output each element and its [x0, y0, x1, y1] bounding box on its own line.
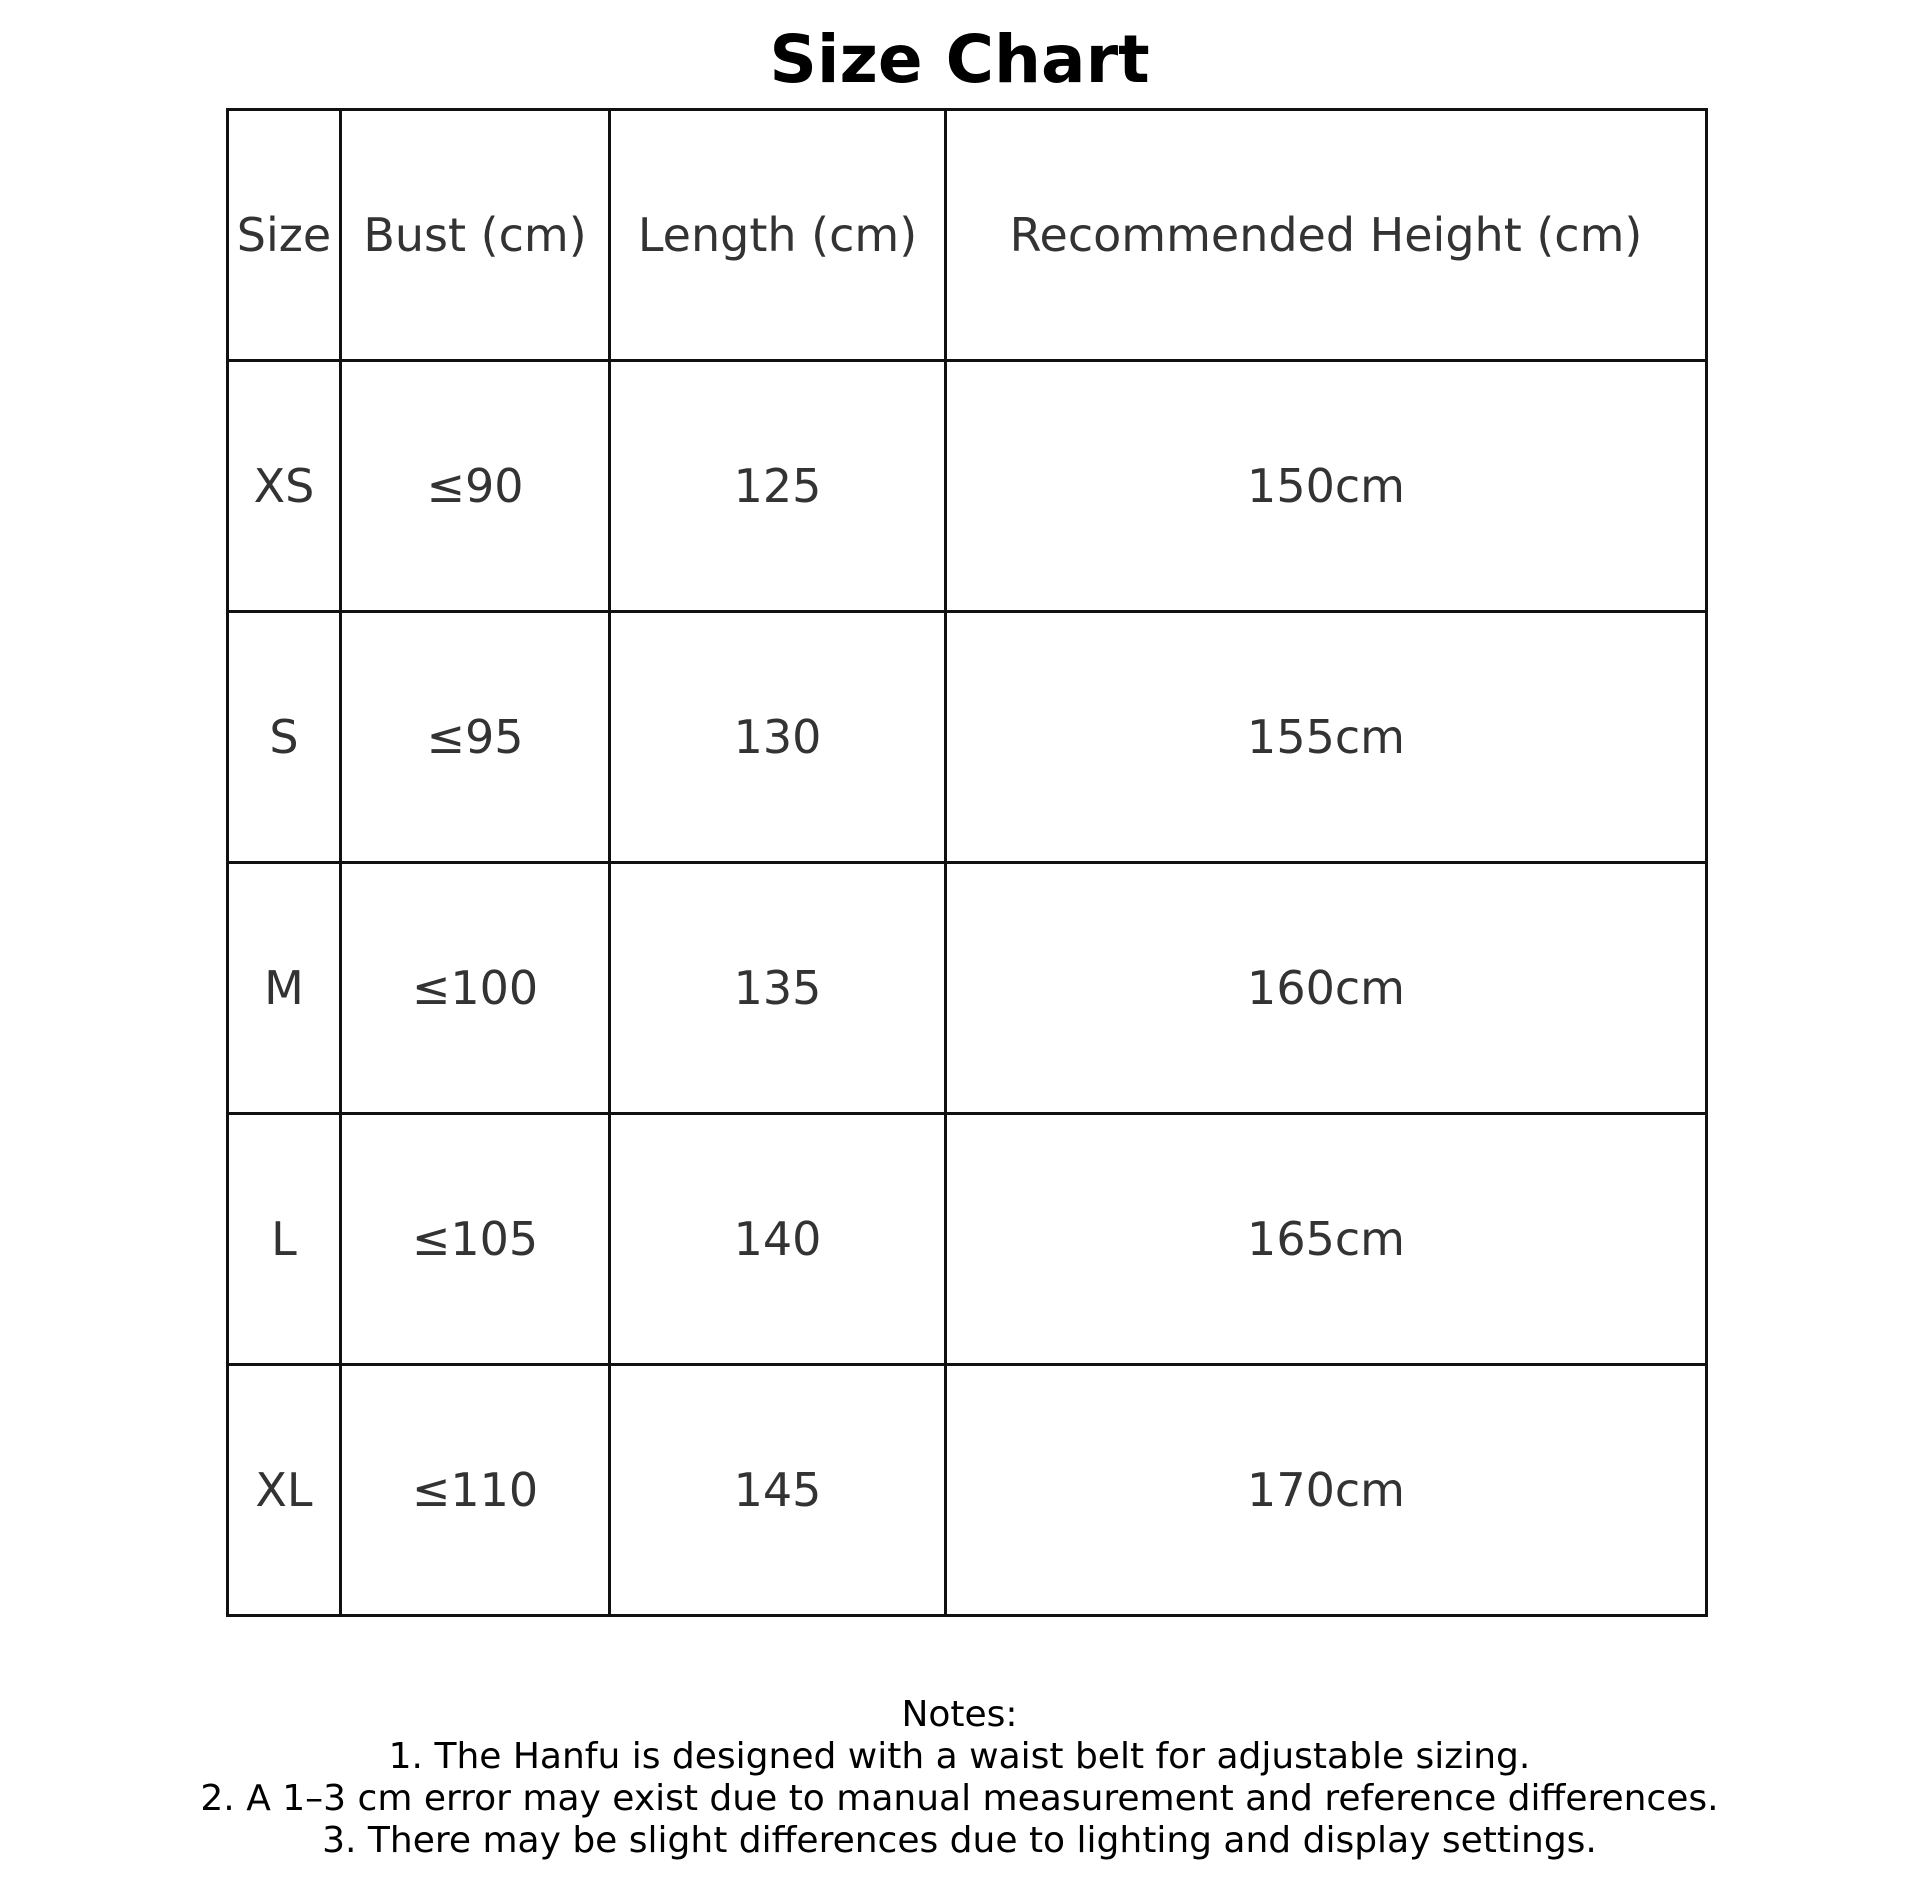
cell-bust: ≤110	[341, 1365, 610, 1616]
cell-size: XS	[228, 361, 341, 612]
notes-section	[0, 1694, 1919, 1862]
header-size: Size	[228, 110, 341, 361]
table-row	[228, 612, 1707, 863]
cell-length: 135	[610, 863, 946, 1114]
table-row	[228, 361, 1707, 612]
cell-length: 145	[610, 1365, 946, 1616]
cell-recommended-height: 165cm	[946, 1114, 1707, 1365]
cell-size: L	[228, 1114, 341, 1365]
cell-recommended-height: 150cm	[946, 361, 1707, 612]
note-item: 1. The Hanfu is designed with a waist belt for adjustable sizing.	[388, 1736, 1531, 1777]
table-row	[228, 1365, 1707, 1616]
cell-length: 130	[610, 612, 946, 863]
table-row	[228, 1114, 1707, 1365]
header-length: Length (cm)	[610, 110, 946, 361]
cell-recommended-height: 155cm	[946, 612, 1707, 863]
cell-bust: ≤90	[341, 361, 610, 612]
note-item: 3. There may be slight differences due to lighting and display settings.	[322, 1820, 1597, 1861]
cell-recommended-height: 160cm	[946, 863, 1707, 1114]
cell-length: 140	[610, 1114, 946, 1365]
header-recommended-height: Recommended Height (cm)	[946, 110, 1707, 361]
notes-heading: Notes:	[901, 1694, 1018, 1735]
page-title: Size Chart	[769, 21, 1150, 98]
cell-size: S	[228, 612, 341, 863]
table-header-row	[228, 110, 1707, 361]
cell-size: XL	[228, 1365, 341, 1616]
cell-bust: ≤100	[341, 863, 610, 1114]
size-chart-table	[226, 108, 1708, 1617]
header-bust: Bust (cm)	[341, 110, 610, 361]
note-item: 2. A 1–3 cm error may exist due to manual measurement and reference differences.	[200, 1778, 1719, 1819]
table-row	[228, 863, 1707, 1114]
cell-bust: ≤105	[341, 1114, 610, 1365]
cell-length: 125	[610, 361, 946, 612]
cell-recommended-height: 170cm	[946, 1365, 1707, 1616]
cell-size: M	[228, 863, 341, 1114]
cell-bust: ≤95	[341, 612, 610, 863]
